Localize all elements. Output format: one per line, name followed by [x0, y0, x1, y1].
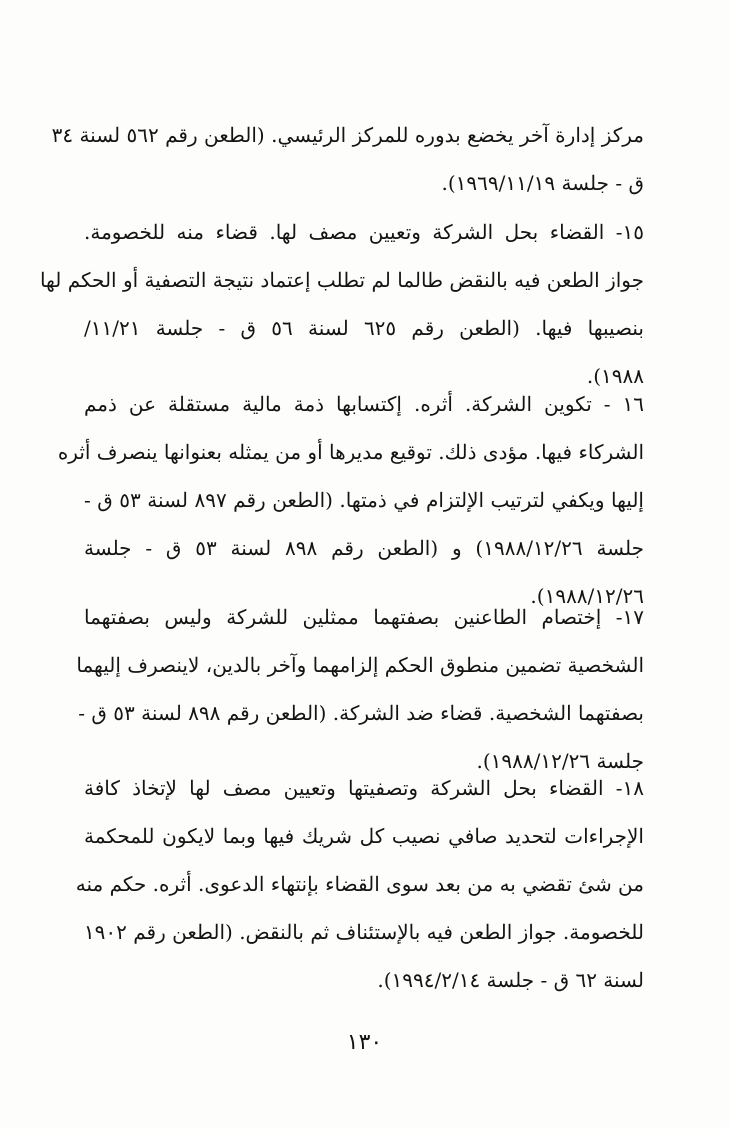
text-line: ١٦ - تكوين الشركة. أثره. إكتسابها ذمة مالية مستقلة عن ذمم [84, 392, 644, 416]
text-line: الشركاء فيها. مؤدى ذلك. توقيع مديرها أو من يمثله بعنوانها ينصرف أثره [57, 440, 644, 464]
text-line: بصفتهما الشخصية. قضاء ضد الشركة. (الطعن رقم ٨٩٨ لسنة ٥٣ ق - [78, 701, 644, 725]
text-line: ١٩٨٨/١٢/٢٦). [530, 584, 644, 608]
text-line: ١٨- القضاء بحل الشركة وتصفيتها وتعيين مصف لها لإتخاذ كافة [84, 776, 644, 800]
text-line: ق - جلسة ١٩٦٩/١١/١٩). [441, 171, 644, 195]
paragraph-17 [76, 593, 644, 785]
text-line: لسنة ٦٢ ق - جلسة ١٩٩٤/٢/١٤). [377, 968, 644, 992]
text-line: ١٧- إختصام الطاعنين بصفتهما ممثلين للشركة وليس بصفتهما [84, 605, 644, 629]
text-line: الإجراءات لتحديد صافي نصيب كل شريك فيها وبما لايكون للمحكمة [84, 824, 644, 848]
text-line: من شئ تقضي به من بعد سوى القضاء بإنتهاء الدعوى. أثره. حكم منه [75, 872, 644, 896]
text-line: ١٥- القضاء بحل الشركة وتعيين مصف لها. قضاء منه للخصومة. [84, 220, 644, 244]
text-line: للخصومة. جواز الطعن فيه بالإستئناف ثم بالنقض. (الطعن رقم ١٩٠٢ [83, 920, 644, 944]
text-line: جلسة ١٩٨٨/١٢/٢٦). [476, 749, 644, 773]
text-line: الشخصية تضمين منطوق الحكم إلزامهما وآخر بالدين، لاينصرف إليهما [76, 653, 644, 677]
text-line: إليها ويكفي لترتيب الإلتزام في ذمتها. (الطعن رقم ٨٩٧ لسنة ٥٣ ق - [84, 488, 644, 512]
paragraph-16 [57, 380, 645, 620]
text-line: مركز إدارة آخر يخضع بدوره للمركز الرئيسي. (الطعن رقم ٥٦٢ لسنة ٣٤ [51, 123, 644, 147]
text-line: بنصيبها فيها. (الطعن رقم ٦٢٥ لسنة ٥٦ ق - جلسة ١١/٢١/ [84, 316, 644, 340]
paragraph-continuation [51, 111, 644, 207]
paragraph-15 [39, 208, 644, 400]
text-line: جلسة ١٩٨٨/١٢/٢٦) و (الطعن رقم ٨٩٨ لسنة ٥٣ ق - جلسة [84, 536, 645, 560]
text-line: جواز الطعن فيه بالنقض طالما لم تطلب إعتماد نتيجة التصفية أو الحكم لها [39, 268, 644, 292]
page-number: ١٣٠ [346, 1030, 383, 1055]
text-line: ١٩٨٨). [586, 364, 644, 388]
paragraph-18 [75, 764, 644, 1004]
